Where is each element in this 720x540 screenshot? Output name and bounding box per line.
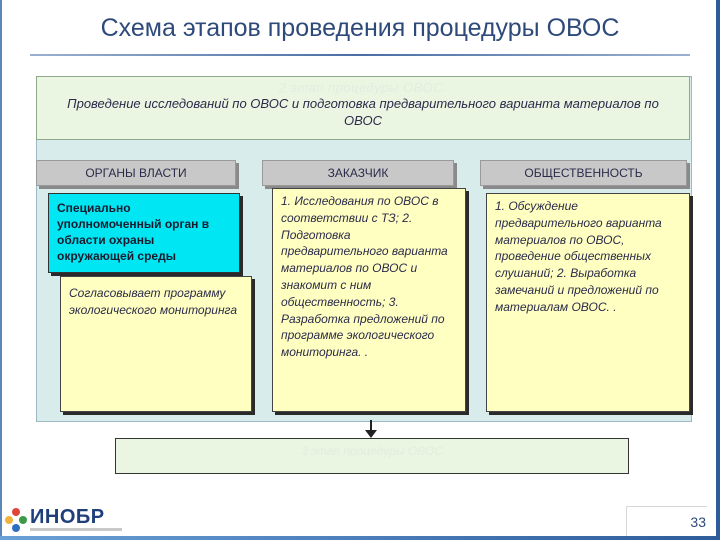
public-tasks-box: 1. Обсуждение предварительного варианта материалов по ОВОС, проведение общественных слушаний; 2. Выработка замечаний и предложений по материалам ОВОС. . [486, 193, 690, 412]
stage-2-box [36, 76, 690, 140]
header-customer: ЗАКАЗЧИК [262, 160, 454, 186]
left-edge-decoration [0, 0, 2, 540]
header-public: ОБЩЕСТВЕННОСТЬ [480, 160, 687, 186]
slide-title: Схема этапов проведения процедуры ОВОС [100, 14, 620, 42]
title-divider [30, 54, 690, 56]
stage-3-box: 3 этап процедуры ОВОС [115, 438, 629, 474]
authorities-agency-box: Специально уполномоченный орган в области охраны окружающей среды [48, 193, 240, 273]
stage-2-description: Проведение исследований по ОВОС и подготовка предварительного варианта материалов по ОВОС [67, 96, 659, 128]
right-edge-decoration [716, 0, 720, 540]
stage-2-label: 2 этап процедуры ОВОС: [278, 80, 448, 95]
flow-arrow-head [365, 430, 377, 438]
logo-underline [30, 528, 122, 531]
header-authorities: ОРГАНЫ ВЛАСТИ [36, 160, 236, 186]
bottom-bar-decoration [0, 536, 720, 540]
authorities-action-box: Согласовывает программу экологического мониторинга [60, 276, 252, 412]
page-number: 33 [690, 514, 706, 530]
logo-mark-icon [4, 506, 28, 534]
customer-tasks-box: 1. Исследования по ОВОС в соответствии с ТЗ; 2. Подготовка предварительного варианта материалов по ОВОС и знакомит с ним общественность; 3. Разработка предложений по программе экологического мониторинга. . [272, 188, 466, 412]
logo-text: ИНОБР [30, 506, 105, 528]
inobr-logo [4, 506, 134, 536]
